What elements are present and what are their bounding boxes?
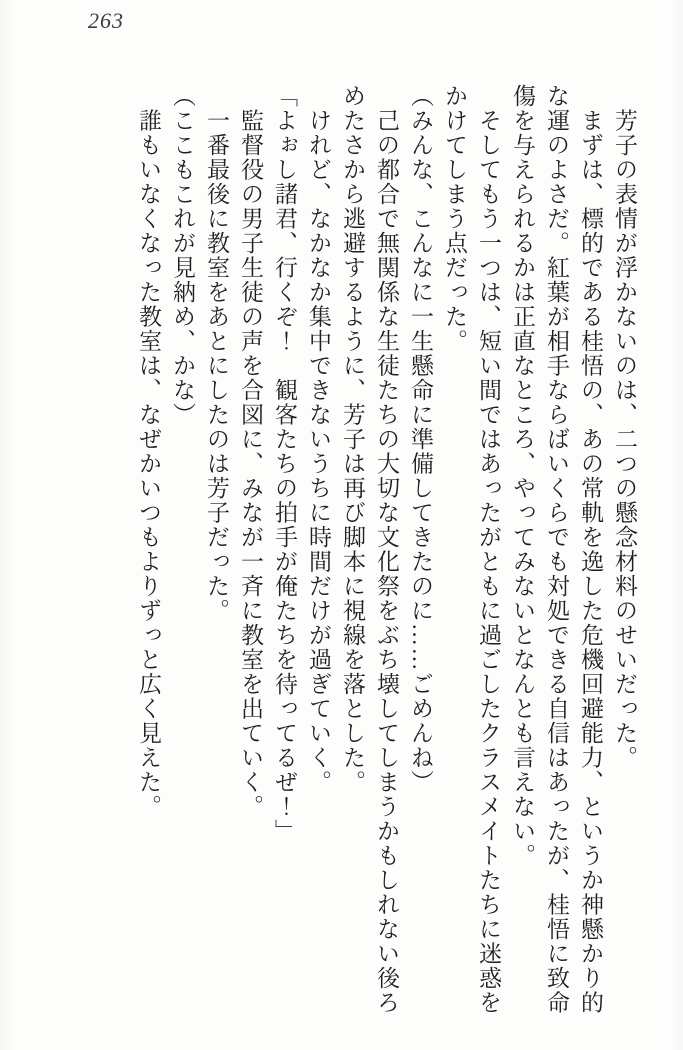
paragraph: 「よぉし諸君、行くぞ！ 観客たちの拍手が俺たちを待ってるぜ！」 [272,84,297,844]
page-number: 263 [88,8,124,33]
paragraph: けれど、なかなか集中できないうちに時間だけが過ぎていく。 [306,84,331,795]
paragraph: 一番最後に教室をあとにしたのは芳子だった。 [204,84,229,623]
paragraph: （ここもこれが見納め、かな） [170,84,195,427]
paragraph: まずは、標的である桂悟の、あの常軌を逸した危機回避能力、というか神懸かり的な運のよさだ。紅葉が相手ならばいくらでも対処できる自信はあったが、桂悟に致命傷を与えられるかは正直なところ、やってみないとなんとも言えない。 [510,84,603,1015]
body-text [131,84,641,1016]
paragraph: 監督役の男子生徒の声を合図に、みなが一斉に教室を出ていく。 [238,84,263,819]
paragraph: そしてもう一つは、短い間ではあったがともに過ごしたクラスメイトたちに迷惑をかけてしまう点だった。 [442,84,501,1015]
paragraph: 己の都合で無関係な生徒たちの大切な文化祭をぶち壊してしまうかもしれない後ろめたさから逃避するように、芳子は再び脚本に視線を落とした。 [340,84,399,1015]
paragraph: 誰もいなくなった教室は、なぜかいつもよりずっと広く見えた。 [136,84,161,819]
paragraph: （みんな、こんなに一生懸命に準備してきたのに……ごめんね） [408,84,433,795]
paragraph: 芳子の表情が浮かないのは、二つの懸念材料のせいだった。 [612,84,637,770]
